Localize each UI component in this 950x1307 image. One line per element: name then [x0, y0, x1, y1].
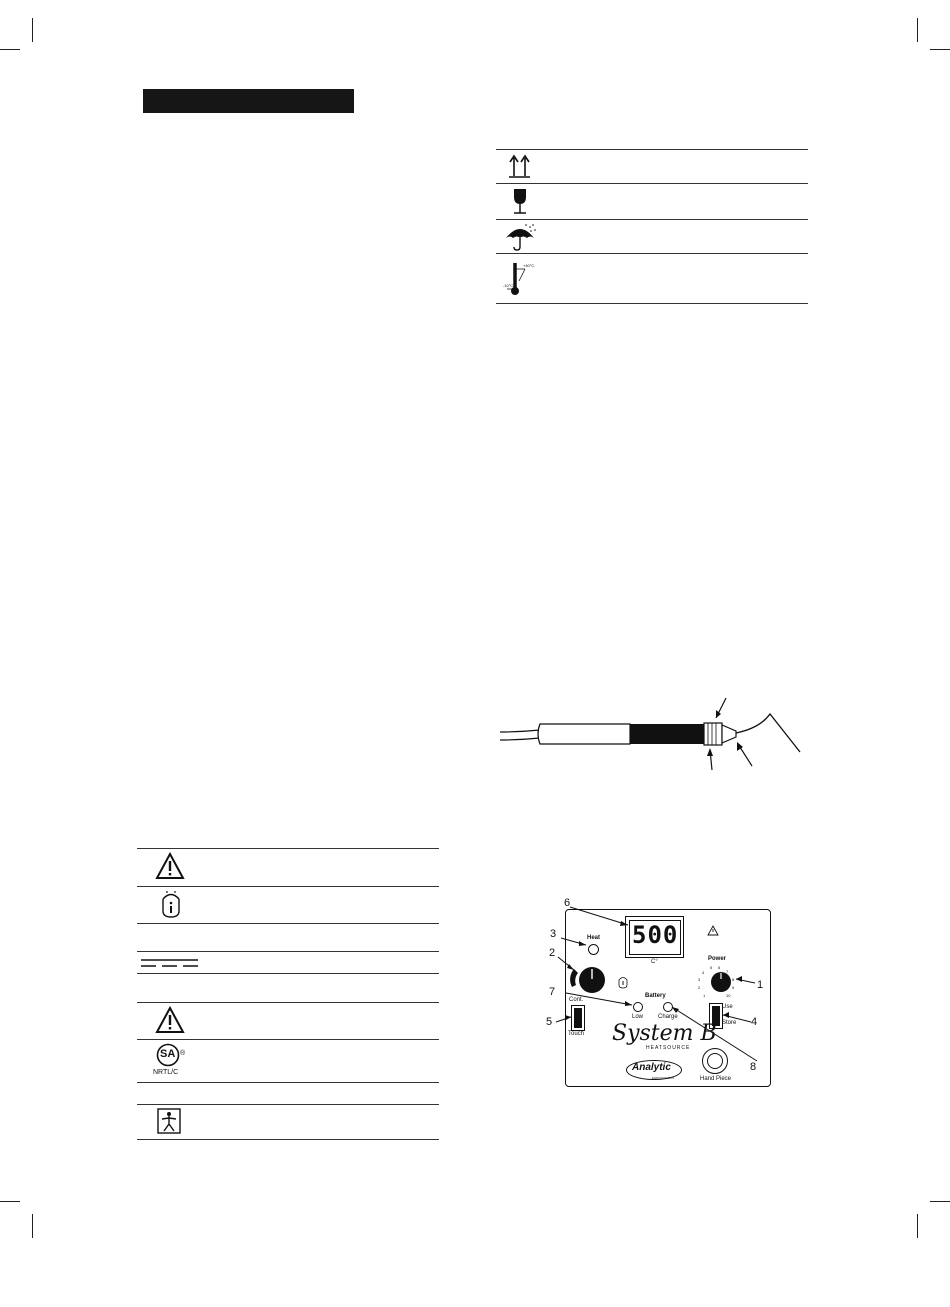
- this-way-up-icon: [505, 152, 535, 180]
- crop-mark: [0, 49, 20, 50]
- callout-number: 8: [750, 1061, 757, 1073]
- table-rule: [137, 1139, 439, 1140]
- display-reading: 500: [632, 921, 679, 949]
- table-rule: [137, 1104, 439, 1105]
- dial-tick: 5: [710, 965, 713, 970]
- callout-leaders: [540, 895, 780, 1095]
- callout-number: 1: [757, 979, 764, 991]
- table-rule: [496, 149, 808, 150]
- csa-certification-icon: [150, 1043, 200, 1081]
- table-rule: [137, 1002, 439, 1003]
- crop-mark: [0, 1201, 20, 1202]
- crop-mark: [930, 1201, 950, 1202]
- table-rule: [496, 303, 808, 304]
- handpiece-cable: [500, 730, 540, 740]
- use-label: Use: [722, 1004, 733, 1010]
- table-rule: [496, 183, 808, 184]
- maker-logo-text: Analytic: [632, 1062, 671, 1073]
- table-rule: [496, 219, 808, 220]
- crop-mark: [32, 18, 33, 42]
- store-label: Store: [722, 1020, 737, 1026]
- warning-icon: [155, 1006, 185, 1034]
- battery-label: Battery: [645, 993, 666, 999]
- thermo-low-label: -10°C: [503, 283, 514, 288]
- dial-tick: 10: [726, 993, 731, 998]
- direct-current-icon: [140, 956, 200, 970]
- dial-tick: 9: [732, 985, 735, 990]
- callout-number: 6: [564, 897, 571, 909]
- handpiece-plugger: [736, 714, 800, 752]
- battery-charge-label: Charge: [658, 1014, 678, 1020]
- callout-number: 5: [546, 1016, 553, 1028]
- keep-dry-icon: [502, 222, 538, 252]
- brand-title: System B: [612, 1021, 717, 1046]
- fragile-icon: [505, 186, 535, 216]
- handpiece-collar: [704, 723, 722, 745]
- hand-piece-label: Hand Piece: [700, 1076, 732, 1082]
- heat-label: Heat: [587, 935, 601, 941]
- dial-tick: 1: [703, 993, 706, 998]
- power-label: Power: [708, 956, 727, 962]
- table-rule: [137, 923, 439, 924]
- callout-number: 4: [751, 1016, 758, 1028]
- table-rule: [137, 848, 439, 849]
- table-rule: [137, 1039, 439, 1040]
- dial-tick: 6: [718, 965, 721, 970]
- crop-mark: [32, 1214, 33, 1238]
- crop-mark: [930, 49, 950, 50]
- crop-mark: [917, 1214, 918, 1238]
- csa-registered-mark: ®: [180, 1050, 186, 1057]
- touch-label: Touch: [568, 1031, 585, 1037]
- warning-icon: [155, 852, 185, 880]
- thermo-high-label: +40°C: [523, 263, 535, 268]
- dial-tick: 8: [732, 977, 735, 982]
- callout-number: 7: [549, 986, 556, 998]
- control-panel-diagram: [540, 895, 780, 1095]
- callout-number: 2: [549, 947, 556, 959]
- dial-tick: 2: [698, 985, 701, 990]
- handpiece-tip-cone: [722, 725, 736, 743]
- dial-tick: 4: [702, 970, 705, 975]
- handpiece-diagram: [500, 694, 820, 778]
- temperature-limit-icon: [503, 259, 537, 299]
- crop-mark: [917, 18, 918, 42]
- csa-caption: NRTL/C: [153, 1069, 179, 1076]
- handpiece-grip: [630, 724, 704, 744]
- callout-number: 3: [550, 928, 557, 940]
- battery-low-label: Low: [632, 1014, 644, 1020]
- table-rule: [137, 1082, 439, 1083]
- table-rule: [137, 973, 439, 974]
- dial-tick: 3: [698, 977, 701, 982]
- table-rule: [496, 253, 808, 254]
- table-rule: [137, 886, 439, 887]
- csa-mark-text: SA: [160, 1048, 176, 1060]
- cont-label: Cont.: [569, 997, 584, 1003]
- brand-subtitle: HEATSOURCE: [646, 1045, 691, 1051]
- handpiece-barrel: [538, 724, 630, 744]
- table-rule: [137, 951, 439, 952]
- section-title-bar: [143, 89, 354, 113]
- type-b-applied-part-icon: [157, 1108, 181, 1134]
- dial-tick: 7: [726, 969, 729, 974]
- maker-tagline: ENDODONTICS: [652, 1076, 675, 1080]
- consult-instructions-icon: [158, 889, 184, 919]
- display-unit: C°: [651, 959, 658, 965]
